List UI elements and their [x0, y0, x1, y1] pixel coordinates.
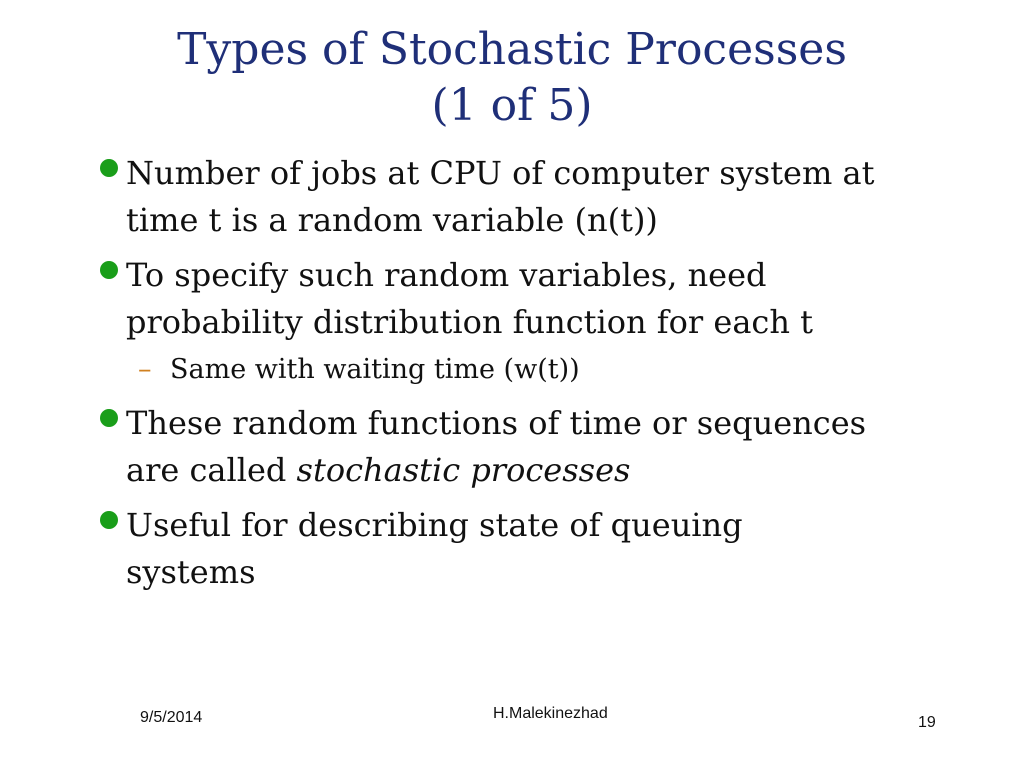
bullet-text-line-2: probability distribution function for each t — [126, 303, 813, 341]
bullet-item — [100, 150, 980, 244]
bullet-text-line-1: These random functions of time or sequences — [126, 404, 867, 442]
sub-bullet-item — [100, 350, 980, 390]
slide-body — [100, 150, 980, 604]
slide-title-line-2: (1 of 5) — [431, 80, 593, 131]
footer-date: 9/5/2014 — [140, 709, 203, 726]
bullet-text-emphasis: stochastic processes — [296, 451, 631, 489]
footer-author: H.Malekinezhad — [493, 705, 608, 722]
bullet-dot-icon — [100, 409, 118, 427]
bullet-dot-icon — [100, 511, 118, 529]
bullet-text-line-1: Useful for describing state of queuing — [126, 506, 743, 544]
dash-marker-icon: – — [138, 354, 152, 385]
bullet-item — [100, 400, 980, 494]
bullet-text-line-1: To specify such random variables, need — [126, 256, 767, 294]
bullet-text-plain: are called — [126, 451, 297, 489]
bullet-dot-icon — [100, 261, 118, 279]
bullet-text-line-2: time t is a random variable (n(t)) — [126, 201, 658, 239]
slide-title — [0, 22, 1024, 134]
bullet-text-line-2: systems — [126, 553, 256, 591]
bullet-dot-icon — [100, 159, 118, 177]
sub-bullet-text: Same with waiting time (w(t)) — [170, 354, 580, 385]
bullet-text-line-2 — [126, 447, 980, 494]
slide-title-line-1: Types of Stochastic Processes — [177, 24, 847, 75]
bullet-text-line-1: Number of jobs at CPU of computer system at — [126, 154, 875, 192]
bullet-item — [100, 252, 980, 346]
bullet-item — [100, 502, 980, 596]
footer-page-number: 19 — [918, 714, 936, 731]
